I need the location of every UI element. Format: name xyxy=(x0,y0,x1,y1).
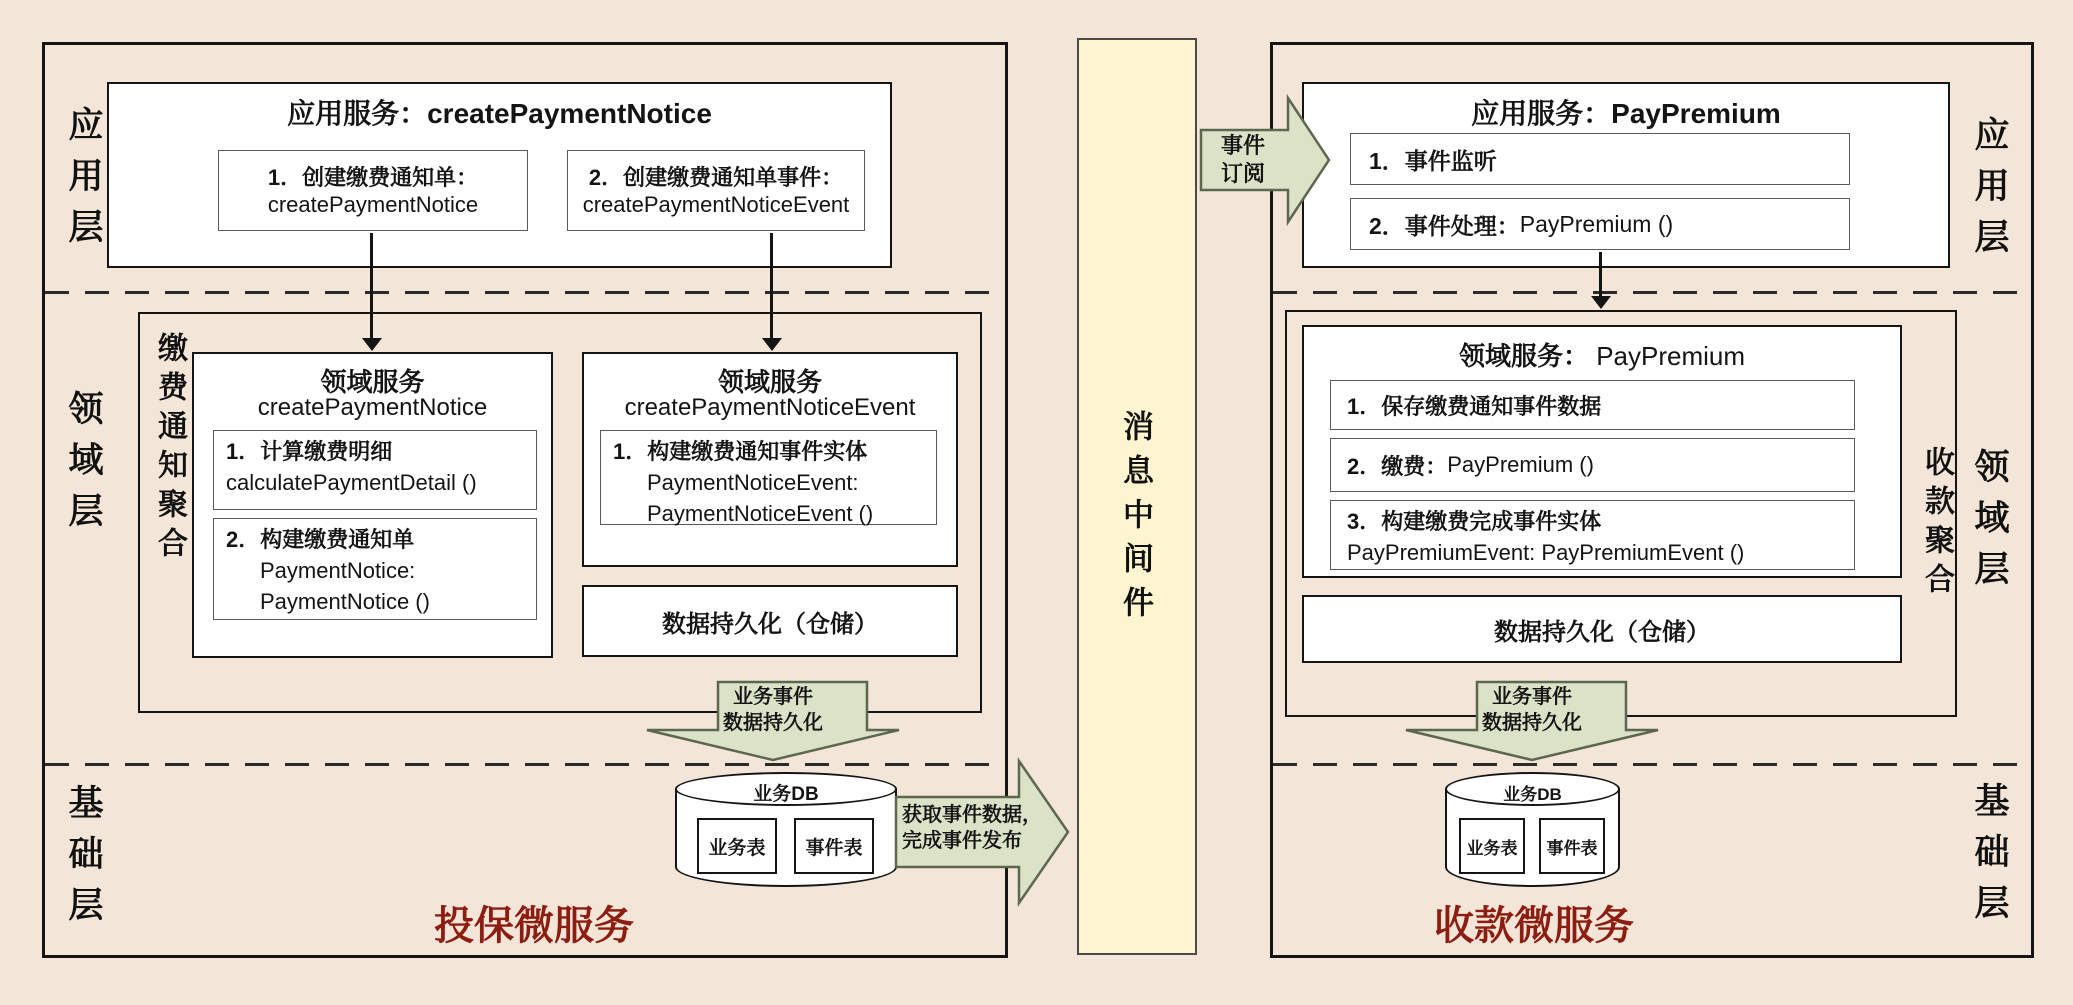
left-persistence-box xyxy=(582,585,958,657)
left-domain-service-2-title: 领域服务 xyxy=(717,367,822,397)
left-domain-2-item-1-line1: 1．构建缴费通知事件实体 xyxy=(613,439,868,464)
left-db-table-event: 事件表 xyxy=(794,818,874,874)
left-domain-2-item-1 xyxy=(600,430,937,525)
left-domain-service-1-title: 领域服务 xyxy=(320,367,425,397)
left-app-layer-label: 应用层 xyxy=(64,106,103,259)
left-app-item-2 xyxy=(567,150,865,231)
left-domain-1-item-1-line2: calculatePaymentDetail () xyxy=(226,469,477,495)
left-app-item-1 xyxy=(218,150,528,231)
right-persistence-label: 数据持久化（仓储） xyxy=(1494,618,1710,646)
arrow-event-handle-icon xyxy=(1599,252,1602,297)
left-app-item-2-line1: 2．创建缴费通知单事件： xyxy=(588,165,844,190)
right-divider-app-domain xyxy=(1273,291,2031,294)
fetch-events-arrow-text: 获取事件数据， 完成事件发布 xyxy=(902,804,1042,853)
left-app-service-title: 应用服务：createPaymentNotice xyxy=(287,98,712,129)
right-db-table-event: 事件表 xyxy=(1539,818,1605,874)
right-domain-item-1: 1．保存缴费通知事件数据 xyxy=(1330,380,1855,430)
left-aggregate-label: 缴费通知聚合 xyxy=(153,332,186,566)
right-microservice-title: 收款微服务 xyxy=(1434,904,1634,948)
right-persist-arrow-text: 业务事件 数据持久化 xyxy=(1482,686,1582,735)
right-app-item-2: 2．事件处理： PayPremium () xyxy=(1350,198,1850,250)
right-infra-layer-label: 基础层 xyxy=(1970,782,2009,935)
left-domain-service-2-subtitle: createPaymentNoticeEvent xyxy=(624,394,916,421)
left-app-item-1-line1: 1．创建缴费通知单： xyxy=(267,165,479,190)
subscribe-arrow-text: 事件 订阅 xyxy=(1220,133,1265,186)
left-domain-1-item-2-line3: PaymentNotice () xyxy=(260,588,430,614)
right-persistence-box xyxy=(1302,595,1902,663)
right-db-title: 业务DB xyxy=(1503,785,1562,804)
left-domain-1-item-1-line1: 1．计算缴费明细 xyxy=(226,439,393,464)
left-app-item-1-line2: createPaymentNotice xyxy=(267,192,479,217)
left-persist-arrow-text: 业务事件 数据持久化 xyxy=(723,686,823,735)
right-domain-layer-label: 领域层 xyxy=(1970,448,2009,601)
left-divider-domain-infra xyxy=(45,763,1005,766)
right-app-service-title: 应用服务：PayPremium xyxy=(1471,98,1781,129)
left-domain-service-1-subtitle: createPaymentNotice xyxy=(257,394,488,421)
left-domain-2-item-1-line2: PaymentNoticeEvent: xyxy=(647,469,859,495)
left-domain-1-item-2-line1: 2．构建缴费通知单 xyxy=(226,527,415,552)
left-db-table-business: 业务表 xyxy=(697,818,777,874)
left-domain-1-item-2-line2: PaymentNotice: xyxy=(260,557,416,583)
right-divider-domain-infra xyxy=(1273,763,2031,766)
right-app-item-1: 1．事件监听 xyxy=(1350,133,1850,185)
right-app-layer-label: 应用层 xyxy=(1970,116,2009,269)
middleware-label: 消息中间件 xyxy=(1118,410,1153,630)
left-persistence-label: 数据持久化（仓储） xyxy=(662,610,878,638)
left-db-title: 业务DB xyxy=(753,784,819,805)
left-app-item-2-line2: createPaymentNoticeEvent xyxy=(582,192,850,217)
right-aggregate-label: 收款聚合 xyxy=(1920,446,1953,602)
left-domain-1-item-1 xyxy=(213,430,537,510)
right-domain-item-3: 3．构建缴费完成事件实体 PayPremiumEvent: PayPremiumEvent () xyxy=(1330,500,1855,570)
right-domain-item-2: 2．缴费： PayPremium () xyxy=(1330,438,1855,492)
left-domain-2-item-1-line3: PaymentNoticeEvent () xyxy=(647,500,874,526)
left-domain-layer-label: 领域层 xyxy=(64,390,103,543)
right-domain-service-title: 领域服务： PayPremium xyxy=(1458,341,1746,371)
left-divider-app-domain xyxy=(45,291,1005,294)
left-domain-1-item-2 xyxy=(213,518,537,620)
left-microservice-title: 投保微服务 xyxy=(434,904,634,948)
right-db-table-business: 业务表 xyxy=(1459,818,1525,874)
left-infra-layer-label: 基础层 xyxy=(64,784,103,937)
